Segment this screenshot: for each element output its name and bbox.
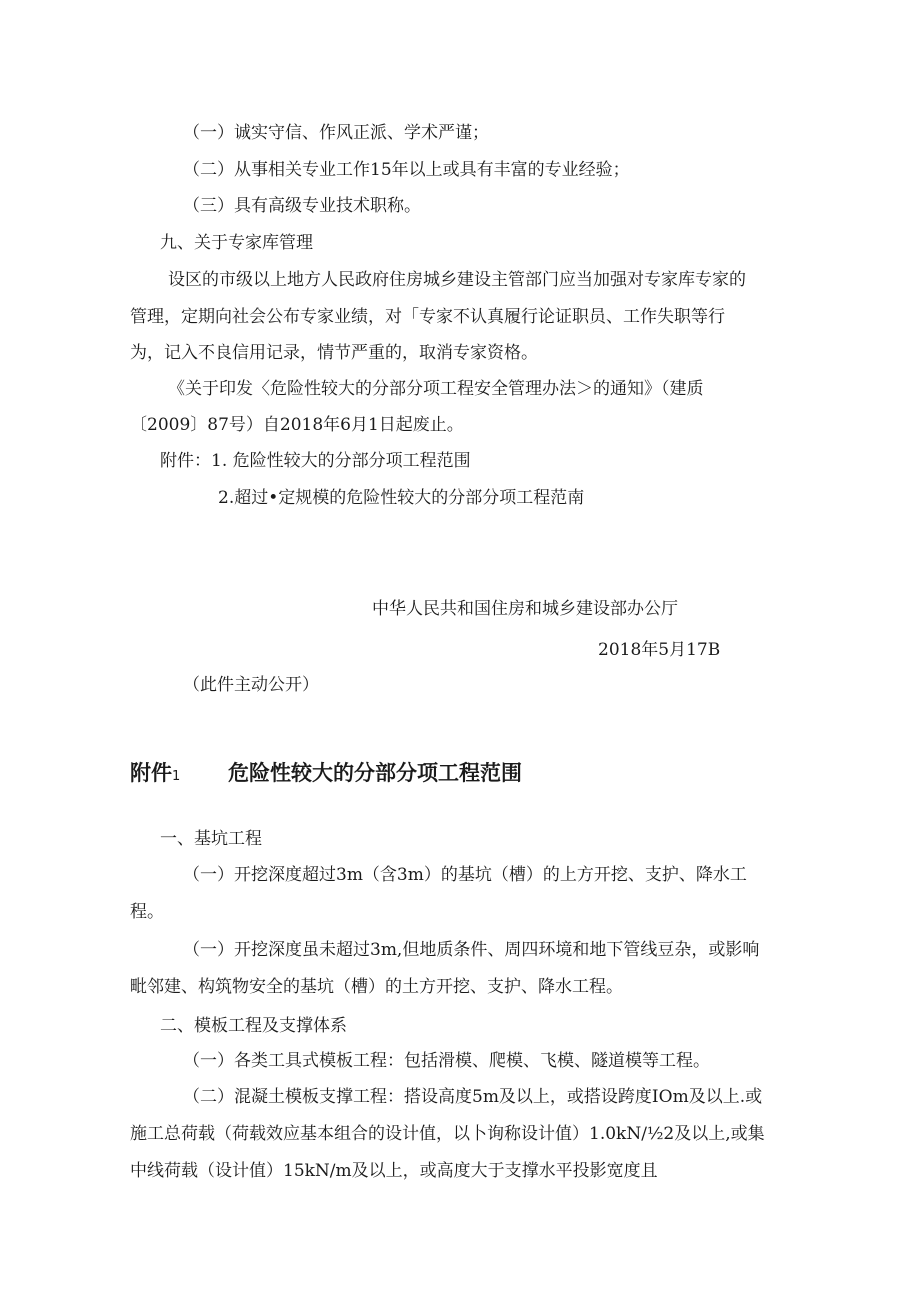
annex-heading: [130, 757, 180, 787]
qualification-1: （一）诚实守信、作风正派、学术严谨；: [183, 123, 489, 143]
publicity-note: （此件主动公开）: [183, 675, 319, 695]
annex-item-4-line-2: 施工总荷载（荷载效应基本组合的设计值，以卜询称设计值）1.0kN∕½2及以上,或集: [130, 1124, 765, 1144]
repeal-notice-line-2: 〔2009〕87号）自2018年6月1日起废止。: [130, 415, 464, 435]
annex-item-3: （一）各类工具式模板工程：包括滑模、爬模、飞模、隧道模等工程。: [183, 1051, 710, 1071]
annex-section-1-heading: 一、基坑工程: [160, 829, 262, 849]
annex-item-1-line-1: （一）开挖深度超过3m（含3m）的基坑（槽）的上方开挖、支护、降水工: [183, 865, 747, 885]
attachment-1-line: 附件：1. 危险性较大的分部分项工程范围: [160, 451, 471, 471]
annex-item-4-line-1: （二）混凝土模板支撑工程：搭设高度5m及以上，或搭设跨度IOm及以上.或: [183, 1087, 763, 1107]
qualification-3: （三）具有高级专业技术职称。: [183, 196, 421, 216]
annex-title: 危险性较大的分部分项工程范围: [228, 761, 522, 785]
annex-item-2-line-1: （一）开挖深度虽未超过3m,但地质条件、周四环境和地下管线豆杂，或影响: [183, 940, 760, 960]
annex-item-1-line-2: 程。: [130, 902, 164, 922]
annex-number: 1: [172, 769, 181, 784]
section-9-paragraph-line-2: 管理，定期向社会公布专家业绩，对「专家不认真履行论证职员、工作失职等行: [130, 307, 725, 327]
section-9-heading: 九、关于专家库管理: [160, 233, 313, 253]
issuing-office: 中华人民共和国住房和城乡建设部办公厅: [372, 599, 678, 619]
attachment-2-line: 2.超过•定规模的危险性较大的分部分项工程范南: [218, 488, 585, 508]
annex-label: 附件: [130, 761, 172, 785]
section-9-paragraph-line-3: 为，记入不良信用记录，情节严重的，取消专家资格。: [130, 343, 538, 363]
annex-item-4-line-3: 中线荷载（设计值）15kN∕m及以上，或高度大于支撑水平投影宽度且: [130, 1161, 658, 1181]
annex-section-2-heading: 二、模板工程及支撑体系: [160, 1016, 347, 1036]
repeal-notice-line-1: 《关于印发〈危险性较大的分部分项工程安全管理办法＞的通知》（建质: [168, 379, 704, 399]
qualification-2: （二）从事相关专业工作15年以上或具有丰富的专业经验；: [183, 160, 630, 180]
issue-date: 2018年5月17B: [598, 640, 721, 660]
annex-item-2-line-2: 毗邻建、构筑物安全的基坑（槽）的土方开挖、支护、降水工程。: [130, 977, 623, 997]
section-9-paragraph-line-1: 设区的市级以上地方人民政府住房城乡建设主管部门应当加强对专家库专家的: [168, 270, 746, 290]
